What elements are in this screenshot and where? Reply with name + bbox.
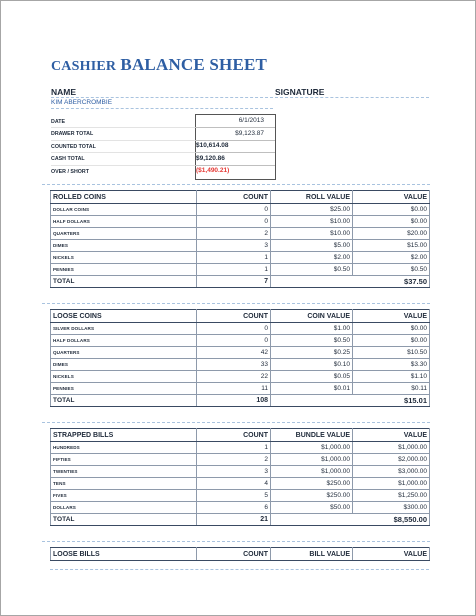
table-header-row [51, 429, 430, 442]
table-row [51, 240, 430, 252]
loose-bills-table [50, 547, 430, 561]
total-row [51, 395, 430, 407]
col-header: VALUE [353, 429, 430, 442]
unit-value-cell: $0.25 [271, 347, 353, 359]
unit-value-cell: $0.50 [271, 264, 353, 276]
value-cell: $20.00 [353, 228, 430, 240]
total-blank-cell [271, 514, 353, 526]
col-header: ROLL VALUE [271, 191, 353, 204]
total-count: 21 [197, 514, 271, 526]
drawer-total-field[interactable]: $9,123.87 [235, 130, 264, 137]
loose-coins-table [50, 309, 430, 407]
count-cell[interactable]: 6 [197, 502, 271, 514]
section-divider [42, 184, 430, 185]
count-cell[interactable]: 11 [197, 383, 271, 395]
over-short-label: OVER / SHORT [51, 169, 89, 175]
table-row [51, 216, 430, 228]
table-row [51, 466, 430, 478]
strapped-bills-table [50, 428, 430, 526]
unit-value-cell: $10.00 [271, 216, 353, 228]
total-count: 7 [197, 276, 271, 288]
col-header: VALUE [353, 310, 430, 323]
total-value: $37.50 [353, 276, 430, 288]
value-cell: $0.00 [353, 323, 430, 335]
col-header: STRAPPED BILLS [51, 429, 197, 442]
col-header: BUNDLE VALUE [271, 429, 353, 442]
row-label: HALF DOLLARS [51, 335, 197, 347]
col-header: VALUE [353, 191, 430, 204]
col-header: COUNT [197, 429, 271, 442]
table-row [51, 454, 430, 466]
cash-total-label: CASH TOTAL [51, 156, 85, 162]
table-header-row [51, 548, 430, 561]
count-cell[interactable]: 0 [197, 216, 271, 228]
total-value: $15.01 [353, 395, 430, 407]
count-cell[interactable]: 0 [197, 204, 271, 216]
count-cell[interactable]: 2 [197, 454, 271, 466]
row-label: QUARTERS [51, 228, 197, 240]
total-blank-cell [271, 276, 353, 288]
table-row [51, 502, 430, 514]
unit-value-cell: $2.00 [271, 252, 353, 264]
table-row [51, 478, 430, 490]
section-divider [42, 303, 430, 304]
row-label: PENNIES [51, 383, 197, 395]
count-cell[interactable]: 1 [197, 252, 271, 264]
table-row [51, 335, 430, 347]
table-row [51, 264, 430, 276]
count-cell[interactable]: 0 [197, 335, 271, 347]
row-label: TWENTIES [51, 466, 197, 478]
unit-value-cell: $10.00 [271, 228, 353, 240]
table-row [51, 371, 430, 383]
value-cell: $0.50 [353, 264, 430, 276]
date-field[interactable]: 6/1/2013 [238, 117, 264, 124]
table-row [51, 252, 430, 264]
table-header-row [51, 191, 430, 204]
title-part-2: BALANCE SHEET [120, 55, 268, 74]
value-cell: $3,000.00 [353, 466, 430, 478]
over-short-value: ($1,490.21) [196, 167, 230, 174]
unit-value-cell: $0.10 [271, 359, 353, 371]
total-label: TOTAL [51, 276, 197, 288]
col-header: COUNT [197, 310, 271, 323]
row-label: DIMES [51, 240, 197, 252]
table-row [51, 490, 430, 502]
name-field[interactable]: KIM ABERCROMBIE [51, 99, 113, 106]
count-cell[interactable]: 33 [197, 359, 271, 371]
count-cell[interactable]: 2 [197, 228, 271, 240]
value-cell: $10.50 [353, 347, 430, 359]
value-cell: $1,000.00 [353, 442, 430, 454]
date-label: DATE [51, 119, 66, 125]
cash-total-value: $9,120.86 [196, 155, 225, 162]
title-part-1: CASHIER [51, 59, 117, 74]
counted-total-value: $10,614.08 [196, 142, 229, 149]
value-cell: $0.00 [353, 204, 430, 216]
row-label: FIVES [51, 490, 197, 502]
col-header: LOOSE COINS [51, 310, 197, 323]
unit-value-cell: $0.01 [271, 383, 353, 395]
count-cell[interactable]: 3 [197, 240, 271, 252]
counted-total-label: COUNTED TOTAL [51, 144, 96, 150]
count-cell[interactable]: 42 [197, 347, 271, 359]
count-cell[interactable]: 5 [197, 490, 271, 502]
signature-label: SIGNATURE [275, 87, 325, 97]
drawer-total-label: DRAWER TOTAL [51, 131, 94, 137]
unit-value-cell: $0.50 [271, 335, 353, 347]
section-divider [42, 422, 430, 423]
table-row [51, 442, 430, 454]
total-value: $8,550.00 [353, 514, 430, 526]
unit-value-cell: $5.00 [271, 240, 353, 252]
unit-value-cell: $0.05 [271, 371, 353, 383]
value-cell: $2,000.00 [353, 454, 430, 466]
unit-value-cell: $1.00 [271, 323, 353, 335]
unit-value-cell: $25.00 [271, 204, 353, 216]
row-label: NICKELS [51, 252, 197, 264]
col-header: COUNT [197, 191, 271, 204]
value-cell: $15.00 [353, 240, 430, 252]
row-label: PENNIES [51, 264, 197, 276]
row-label: QUARTERS [51, 347, 197, 359]
total-label: TOTAL [51, 395, 197, 407]
name-label: NAME [51, 87, 77, 97]
table-row [51, 228, 430, 240]
table-row [51, 323, 430, 335]
section-divider [50, 569, 429, 570]
col-header: BILL VALUE [271, 548, 353, 561]
total-label: TOTAL [51, 514, 197, 526]
row-label: DIMES [51, 359, 197, 371]
value-cell: $0.00 [353, 216, 430, 228]
row-label: DOLLAR COINS [51, 204, 197, 216]
count-cell[interactable]: 0 [197, 323, 271, 335]
total-row [51, 276, 430, 288]
count-cell[interactable]: 1 [197, 442, 271, 454]
page-title [51, 55, 267, 75]
total-row [51, 514, 430, 526]
name-field-divider [51, 108, 273, 109]
value-cell: $3.30 [353, 359, 430, 371]
row-label: TENS [51, 478, 197, 490]
count-cell[interactable]: 22 [197, 371, 271, 383]
total-blank-cell [271, 395, 353, 407]
unit-value-cell: $50.00 [271, 502, 353, 514]
row-label: FIFTIES [51, 454, 197, 466]
col-header: COIN VALUE [271, 310, 353, 323]
unit-value-cell: $1,000.00 [271, 466, 353, 478]
col-header: COUNT [197, 548, 271, 561]
unit-value-cell: $1,000.00 [271, 442, 353, 454]
row-label: SILVER DOLLARS [51, 323, 197, 335]
row-label: NICKELS [51, 371, 197, 383]
name-divider [51, 97, 273, 98]
col-header: VALUE [353, 548, 430, 561]
value-cell: $1,000.00 [353, 478, 430, 490]
table-header-row [51, 310, 430, 323]
unit-value-cell: $1,000.00 [271, 454, 353, 466]
row-label: HALF DOLLARS [51, 216, 197, 228]
table-row [51, 204, 430, 216]
value-cell: $2.00 [353, 252, 430, 264]
count-cell[interactable]: 4 [197, 478, 271, 490]
total-count: 108 [197, 395, 271, 407]
table-row [51, 359, 430, 371]
section-divider [42, 541, 430, 542]
value-cell: $0.11 [353, 383, 430, 395]
count-cell[interactable]: 1 [197, 264, 271, 276]
rolled-coins-table [50, 190, 430, 288]
table-row [51, 383, 430, 395]
value-cell: $0.00 [353, 335, 430, 347]
table-row [51, 347, 430, 359]
row-label: DOLLARS [51, 502, 197, 514]
count-cell[interactable]: 3 [197, 466, 271, 478]
unit-value-cell: $250.00 [271, 490, 353, 502]
signature-divider [275, 97, 429, 98]
unit-value-cell: $250.00 [271, 478, 353, 490]
col-header: ROLLED COINS [51, 191, 197, 204]
value-cell: $1,250.00 [353, 490, 430, 502]
value-cell: $300.00 [353, 502, 430, 514]
row-label: HUNDREDS [51, 442, 197, 454]
value-cell: $1.10 [353, 371, 430, 383]
col-header: LOOSE BILLS [51, 548, 197, 561]
